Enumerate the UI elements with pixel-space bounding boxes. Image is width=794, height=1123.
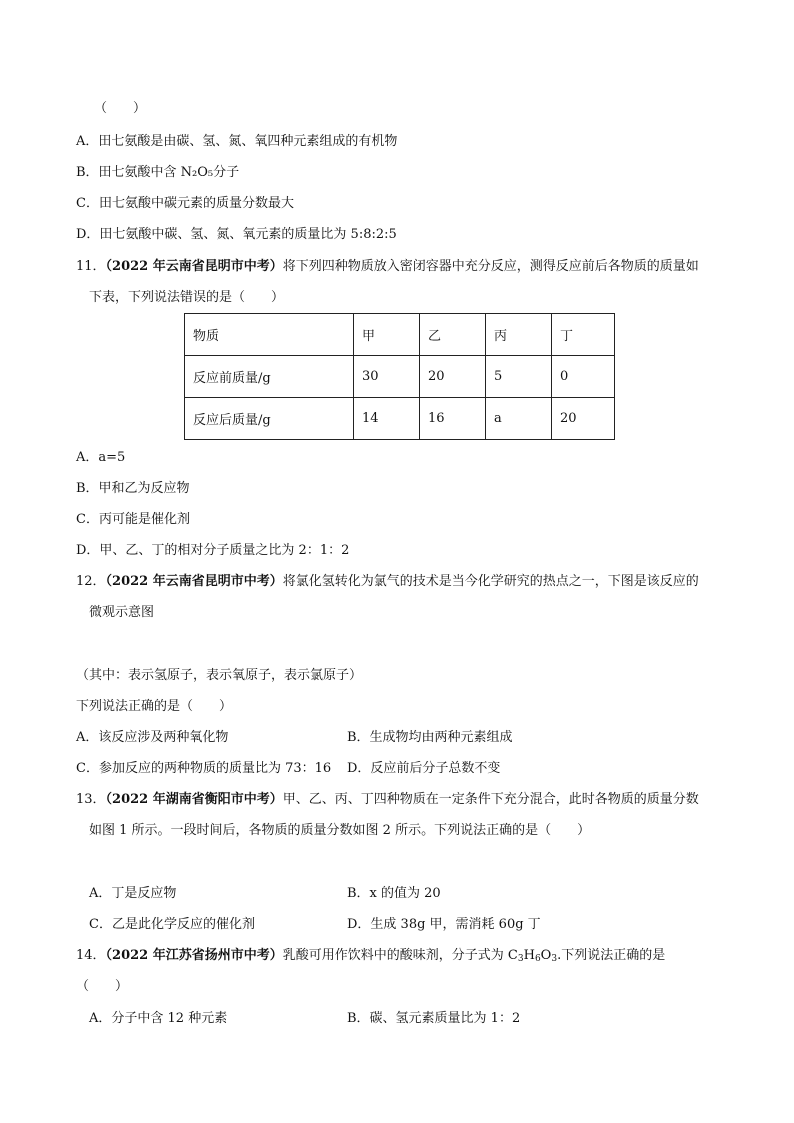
q12-text1: 将氯化氢转化为氯气的技术是当今化学研究的热点之一，下图是该反应的 [282, 574, 699, 589]
table-cell: 5 [486, 356, 552, 398]
table-cell: 20 [552, 398, 615, 440]
q11-number: 11． [76, 259, 106, 274]
q13-stem-line2: 如图 1 所示。一段时间后，各物质的质量分数如图 2 所示。下列说法正确的是（ ） [89, 823, 591, 838]
q12-number: 12． [76, 574, 106, 589]
table-cell: 14 [354, 398, 420, 440]
q10-bracket: （ ） [94, 101, 147, 116]
q13-source: （2022 年湖南省衡阳市中考） [105, 792, 283, 807]
table-row [185, 314, 615, 356]
q12-option-a: A．该反应涉及两种氧化物 [76, 730, 229, 745]
q13-option-b: B．x 的值为 20 [347, 886, 441, 901]
q11-mass-table [184, 313, 615, 440]
table-header-cell: 甲 [354, 314, 420, 356]
table-cell: 反应后质量/g [185, 398, 354, 440]
q13-text1: 甲、乙、丙、丁四种物质在一定条件下充分混合，此时各物质的质量分数 [282, 792, 699, 807]
q14-number: 14． [76, 948, 106, 963]
q13-option-d: D．生成 38g 甲，需消耗 60g 丁 [347, 917, 541, 932]
table-cell: 0 [552, 356, 615, 398]
q14-h: H [523, 948, 535, 963]
q14-sub-o: 3 [551, 954, 558, 964]
table-cell: 反应前质量/g [185, 356, 354, 398]
q14-stem-line1 [76, 947, 665, 965]
table-cell: a [486, 398, 552, 440]
q11-text1: 将下列四种物质放入密闭容器中充分反应，测得反应前后各物质的质量如 [282, 259, 699, 274]
q10-option-b: B．田七氨酸中含 N₂O₅分子 [76, 165, 240, 180]
q14-option-a: A．分子中含 12 种元素 [89, 1011, 228, 1026]
q14-sub-h: 6 [534, 954, 541, 964]
table-cell: 20 [420, 356, 486, 398]
q11-option-b: B．甲和乙为反应物 [76, 481, 190, 496]
q14-option-b: B．碳、氢元素质量比为 1：2 [347, 1011, 521, 1026]
q13-option-c: C．乙是此化学反应的催化剂 [89, 917, 255, 932]
table-header-cell: 乙 [420, 314, 486, 356]
q12-stem-line1 [76, 573, 699, 591]
q14-text-post: .下列说法正确的是 [557, 948, 666, 963]
q12-ask: 下列说法正确的是（ ） [76, 699, 233, 714]
q12-option-c: C．参加反应的两种物质的质量比为 73：16 [76, 761, 332, 776]
q14-sub-c: 3 [517, 954, 524, 964]
table-row [185, 398, 615, 440]
q12-source: （2022 年云南省昆明市中考） [105, 574, 283, 589]
table-cell: 30 [354, 356, 420, 398]
q12-option-b: B．生成物均由两种元素组成 [347, 730, 513, 745]
table-row [185, 356, 615, 398]
table-header-cell: 丁 [552, 314, 615, 356]
q12-stem-line2: 微观示意图 [89, 605, 155, 620]
table-cell: 16 [420, 398, 486, 440]
q12-option-d: D．反应前后分子总数不变 [347, 761, 501, 776]
q14-o: O [540, 948, 552, 963]
q11-option-a: A．a=5 [76, 450, 126, 465]
table-header-cell: 丙 [486, 314, 552, 356]
q11-stem-line2: 下表，下列说法错误的是（ ） [89, 290, 285, 305]
q10-option-d: D．田七氨酸中碳、氢、氮、氧元素的质量比为 5:8:2:5 [76, 227, 397, 242]
q13-stem-line1 [76, 791, 699, 809]
q11-source: （2022 年云南省昆明市中考） [105, 259, 283, 274]
q10-option-c: C．田七氨酸中碳元素的质量分数最大 [76, 196, 294, 211]
q11-option-c: C．丙可能是催化剂 [76, 512, 190, 527]
q12-legend: （其中：表示氢原子，表示氧原子，表示氯原子） [76, 668, 363, 683]
q11-option-d: D．甲、乙、丁的相对分子质量之比为 2：1：2 [76, 543, 350, 558]
q14-text-pre: 乳酸可用作饮料中的酸味剂，分子式为 C [282, 948, 518, 963]
q14-source: （2022 年江苏省扬州市中考） [105, 948, 283, 963]
q11-stem-line1 [76, 258, 699, 276]
q13-option-a: A．丁是反应物 [89, 886, 177, 901]
table-header-cell: 物质 [185, 314, 354, 356]
q13-number: 13． [76, 792, 106, 807]
q10-option-a: A．田七氨酸是由碳、氢、氮、氧四种元素组成的有机物 [76, 134, 398, 149]
q14-bracket: （ ） [76, 979, 129, 994]
